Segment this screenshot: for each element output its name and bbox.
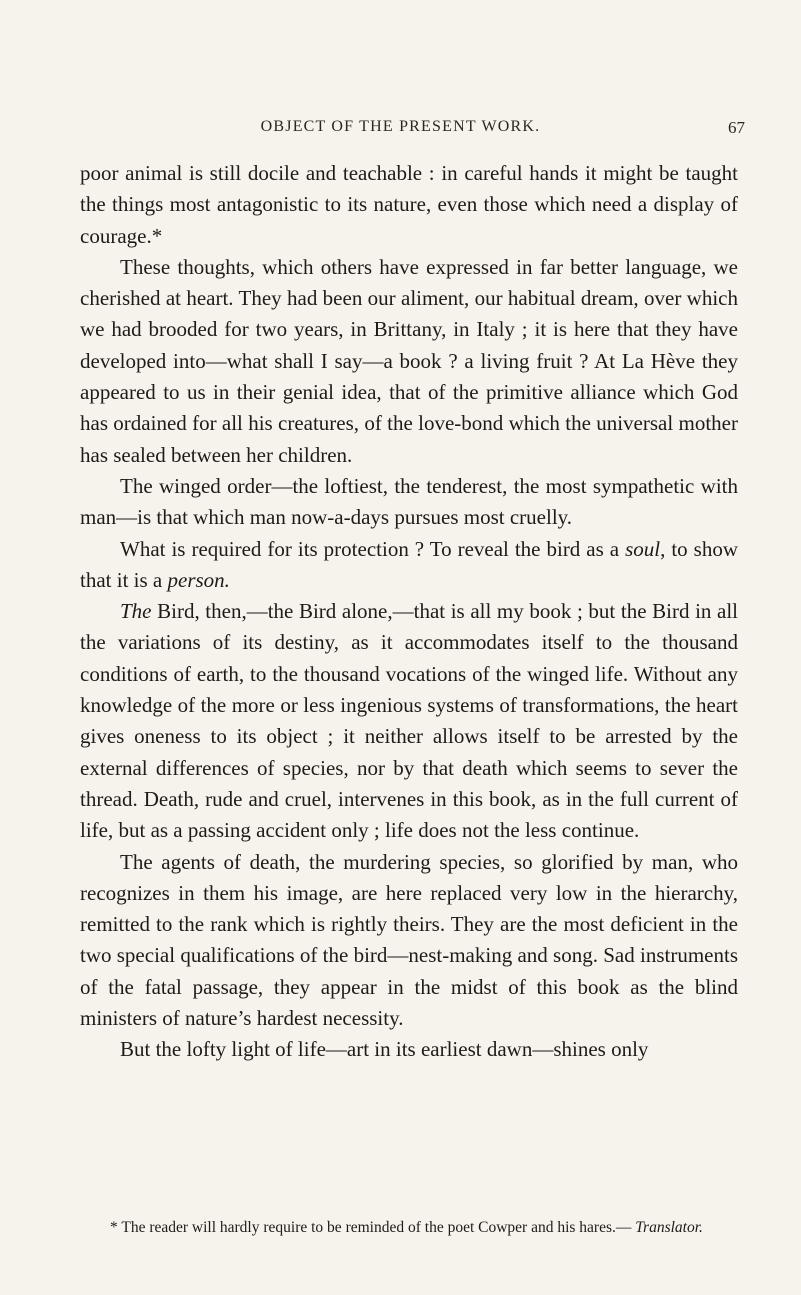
paragraph	[80, 471, 738, 534]
paragraph-text: Bird, then,—the Bird alone,—that is all my book ; but the Bird in all the variations of its destiny, as it accommodates itself to the thousand conditions of earth, to the thousand vocations of the winged life. Without any knowledge of the more or less ingenious systems of transformations, the heart gives oneness to its object ; it neither allows itself to be arrested by the external differences of species, nor by that death which seems to sever the thread. Death, rude and cruel, intervenes in this book, as in the full current of life, but as a passing accident only ; life does not the less continue.	[80, 599, 738, 843]
paragraph-text: , to show that it is a	[80, 536, 738, 592]
italic-text: The	[120, 599, 152, 624]
footnote-mark: *	[110, 1219, 118, 1236]
page-number: 67	[728, 118, 745, 137]
paragraph	[80, 158, 738, 252]
running-head: OBJECT OF THE PRESENT WORK.	[260, 118, 541, 135]
footnote-signature: Translator.	[635, 1219, 703, 1236]
paragraph-text: These thoughts, which others have expressed in far better language, we cherished at heart. They had been our aliment, our habitual dream, over which we had brooded for two years, in Brittany, in Italy ; it is here that they have developed into—what shall I say—a book ? a living fruit ? At La Hève they appeared to us in their genial idea, that of the primitive alliance which God has ordained for all his creatures, of the love-bond which the universal mother has sealed between her children.	[80, 254, 738, 467]
paragraph	[80, 847, 738, 1035]
paragraph	[80, 596, 738, 846]
paragraph	[80, 534, 738, 597]
italic-text: person.	[167, 567, 230, 592]
paragraph	[80, 252, 738, 471]
paragraph-text: But the lofty light of life—art in its earliest dawn—shines only	[120, 1037, 649, 1062]
page-header	[0, 114, 801, 144]
paragraph-text: poor animal is still docile and teachable : in careful hands it might be taught the things most antagonistic to its nature, even those which need a display of courage.*	[80, 161, 738, 248]
footnote	[80, 1217, 738, 1238]
body-text	[80, 158, 738, 1066]
paragraph-text: The agents of death, the murdering species, so glorified by man, who recognizes in them his image, are here replaced very low in the hierarchy, remitted to the rank which is rightly theirs. They are the most deficient in the two special qualifications of the bird—nest-making and song. Sad instruments of the fatal passage, they appear in the midst of this book as the blind ministers of nature’s hardest necessity.	[80, 849, 738, 1031]
italic-text: soul	[625, 536, 661, 561]
paragraph-text: The winged order—the loftiest, the tenderest, the most sympathetic with man—is that which man now-a-days pursues most cruelly.	[80, 473, 738, 530]
paragraph	[80, 1034, 738, 1065]
paragraph-text: What is required for its protection ? To reveal the bird as a	[120, 536, 626, 561]
footnote-text: The reader will hardly require to be reminded of the poet Cowper and his hares.—	[117, 1219, 632, 1236]
